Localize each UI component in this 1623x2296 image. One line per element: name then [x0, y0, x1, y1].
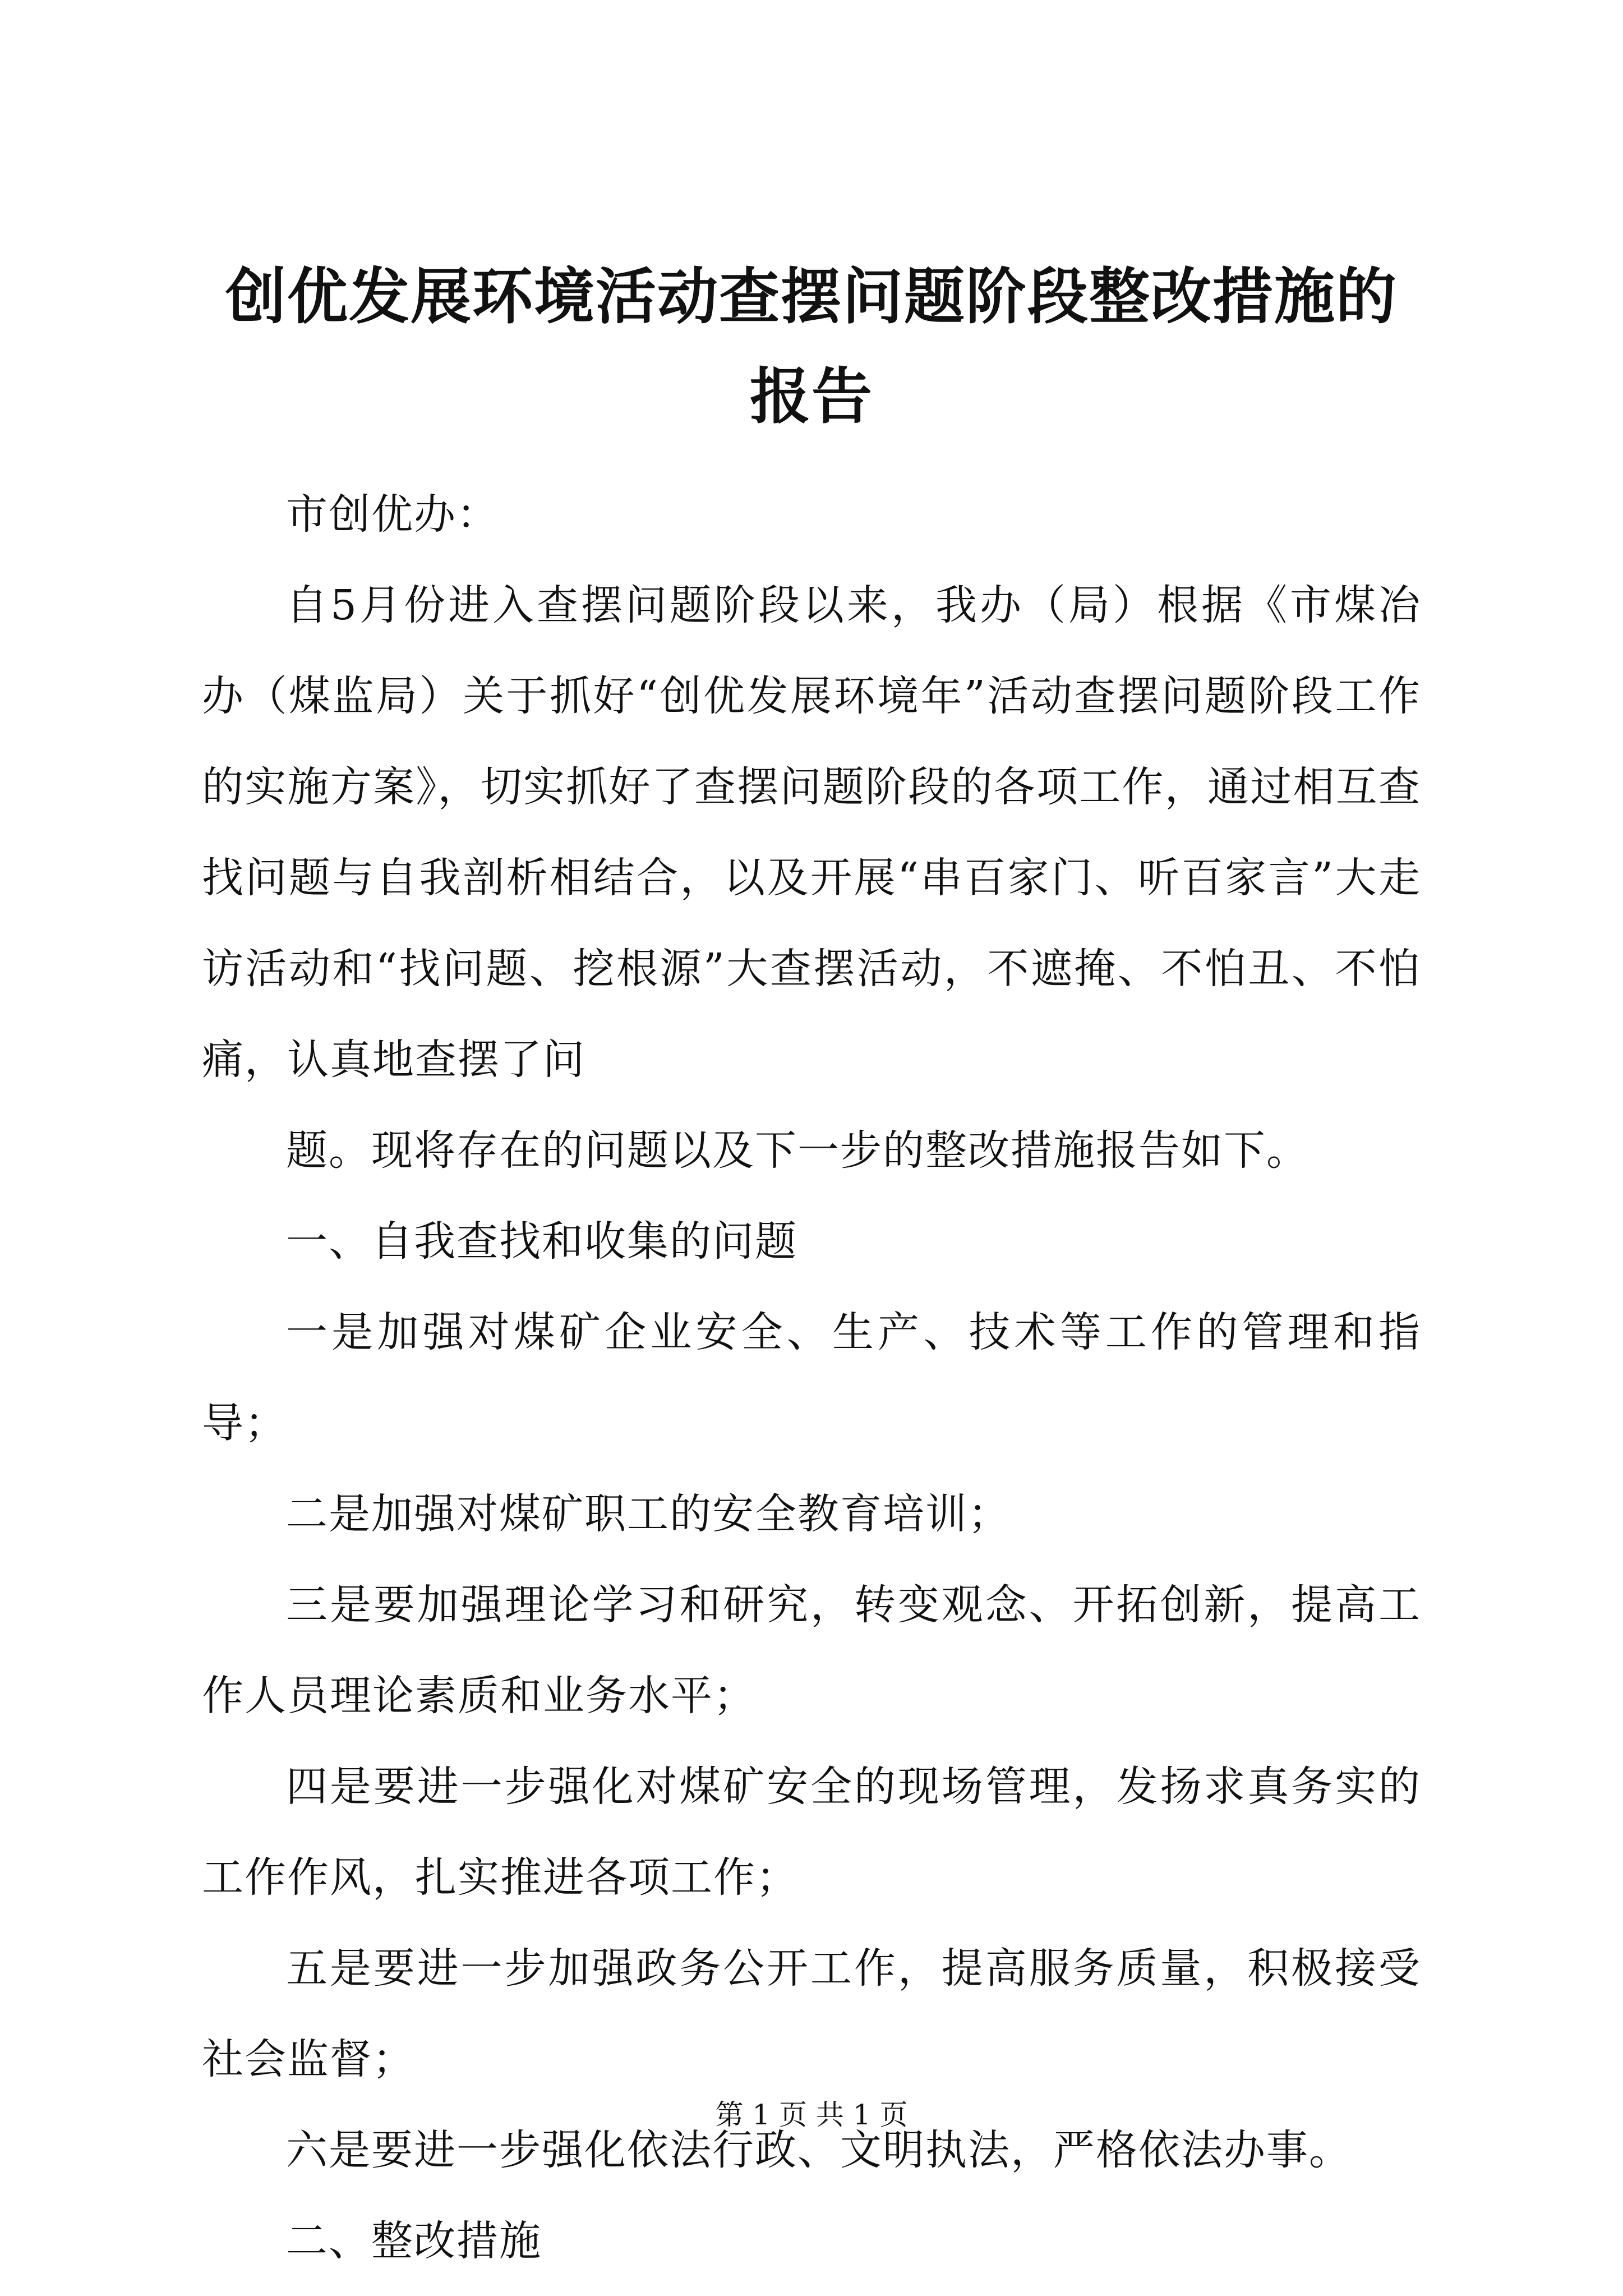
problem-item-4: 四是要进一步强化对煤矿安全的现场管理，发扬求真务实的工作作风，扎实推进各项工作；: [202, 1763, 1421, 1902]
section-heading-problems: 一、自我查找和收集的问题: [286, 1217, 797, 1266]
paragraph-intro: 自5月份进入查摆问题阶段以来，我办（局）根据《市煤冶办（煤监局）关于抓好“创优发展环境年”活动查摆问题阶段工作的实施方案》，切实抓好了查摆问题阶段的各项工作，通过相互查找问题与自我剖析相结合，以及开展“串百家门、听百家言”大走访活动和“找问题、挖根源”大查摆活动，不遮掩、不怕丑、不怕痛，认真地查摆了问: [202, 581, 1421, 1084]
paragraph-report-intro: 题。现将存在的问题以及下一步的整改措施报告如下。: [286, 1126, 1309, 1175]
section-heading-measures: 二、整改措施: [286, 2217, 542, 2265]
document-title: 创优发展环境活动查摆问题阶段整改措施的报告: [225, 261, 1398, 432]
document-body: [202, 469, 1421, 2286]
page-footer: 第 1 页 共 1 页: [715, 2099, 908, 2131]
problem-item-1: 一是加强对煤矿企业安全、生产、技术等工作的管理和指导；: [202, 1308, 1421, 1447]
problem-item-2: 二是加强对煤矿职工的安全教育培训；: [286, 1490, 1011, 1538]
salutation: 市创优办：: [286, 490, 499, 539]
problem-item-6: 六是要进一步强化依法行政、文明执法，严格依法办事。: [286, 2126, 1352, 2174]
problem-item-3: 三是要加强理论学习和研究，转变观念、开拓创新，提高工作人员理论素质和业务水平；: [202, 1581, 1421, 1720]
problem-item-5: 五是要进一步加强政务公开工作，提高服务质量，积极接受社会监督；: [202, 1944, 1421, 2083]
